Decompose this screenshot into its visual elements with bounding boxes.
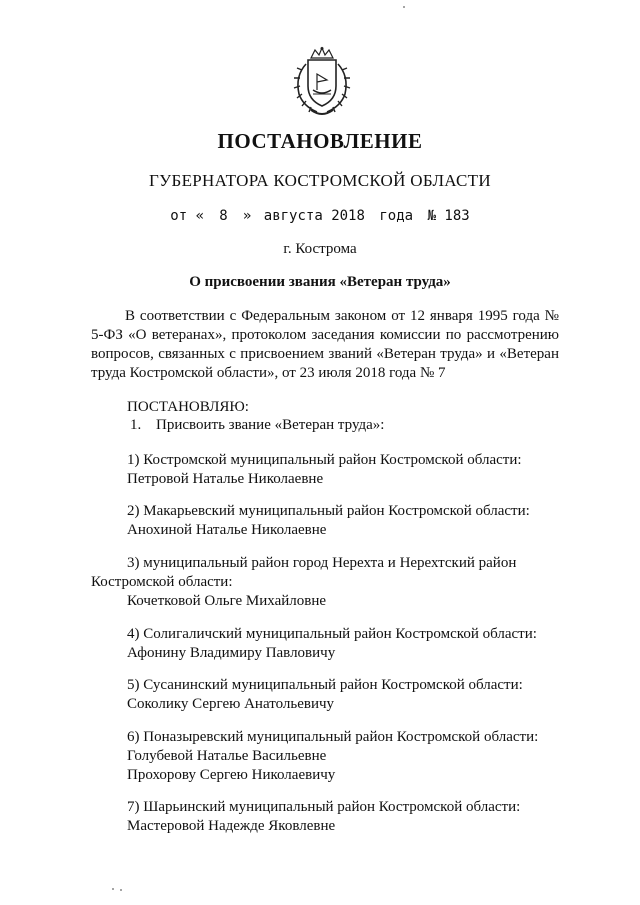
district-4-recipient: Афонину Владимиру Павловичу <box>127 645 336 661</box>
district-3-heading: 3) муниципальный район город Нерехта и Нерехтский район <box>127 555 517 571</box>
clause-1-text: Присвоить звание «Ветеран труда»: <box>156 417 385 433</box>
document-number: 183 <box>444 208 470 224</box>
district-6-recipient-2: Прохорову Сергею Николаевичу <box>127 767 336 783</box>
district-3-heading-cont: Костромской области: <box>91 574 233 590</box>
document-city: г. Кострома <box>283 241 357 257</box>
district-2-heading: 2) Макарьевский муниципальный район Костромской области: <box>127 503 530 519</box>
document-subject: О присвоении звания «Ветеран труда» <box>189 274 451 290</box>
district-2-recipient: Анохиной Наталье Николаевне <box>127 522 327 538</box>
district-7-recipient: Мастеровой Надежде Яковлевне <box>127 818 336 834</box>
date-sep: » <box>242 208 252 224</box>
scan-speck <box>403 6 405 8</box>
resolve-heading: ПОСТАНОВЛЯЮ: <box>127 399 249 415</box>
district-4-heading: 4) Солигаличский муниципальный район Костромской области: <box>127 626 537 642</box>
district-6-recipient-1: Голубевой Наталье Васильевне <box>127 748 327 764</box>
clause-1-number: 1. <box>130 417 142 433</box>
district-7-heading: 7) Шарьинский муниципальный район Костромской области: <box>127 799 521 815</box>
district-1-heading: 1) Костромской муниципальный район Костромской области: <box>127 452 522 468</box>
district-6-heading: 6) Поназыревский муниципальный район Костромской области: <box>127 729 539 745</box>
number-sign: № <box>427 208 436 224</box>
date-year-word: года <box>379 208 414 224</box>
scan-speck <box>112 888 114 890</box>
district-1-recipient: Петровой Наталье Николаевне <box>127 471 324 487</box>
date-month-year: августа 2018 <box>263 208 365 224</box>
document-title: ПОСТАНОВЛЕНИЕ <box>217 129 423 153</box>
preamble-paragraph <box>91 307 559 383</box>
district-3-recipient: Кочетковой Ольге Михайловне <box>127 593 327 609</box>
coat-of-arms-emblem <box>289 46 355 118</box>
scan-speck <box>120 889 122 891</box>
document-issuer: ГУБЕРНАТОРА КОСТРОМСКОЙ ОБЛАСТИ <box>149 171 491 190</box>
district-5-recipient: Соколику Сергею Анатольевичу <box>127 696 335 712</box>
preamble-text: В соответствии с Федеральным законом от 12 января 1995 года № 5-ФЗ «О ветеранах», протоколом заседания комиссии по рассмотрению вопросов, связанных с присвоением званий «Ветеран труда» и «Ветеран труда Костромской области», от 23 июля 2018 года № 7 <box>91 308 559 381</box>
document-date-line <box>0 208 640 224</box>
date-day: 8 <box>219 208 228 224</box>
district-5-heading: 5) Сусанинский муниципальный район Костромской области: <box>127 677 523 693</box>
date-prefix: от « <box>170 208 205 224</box>
